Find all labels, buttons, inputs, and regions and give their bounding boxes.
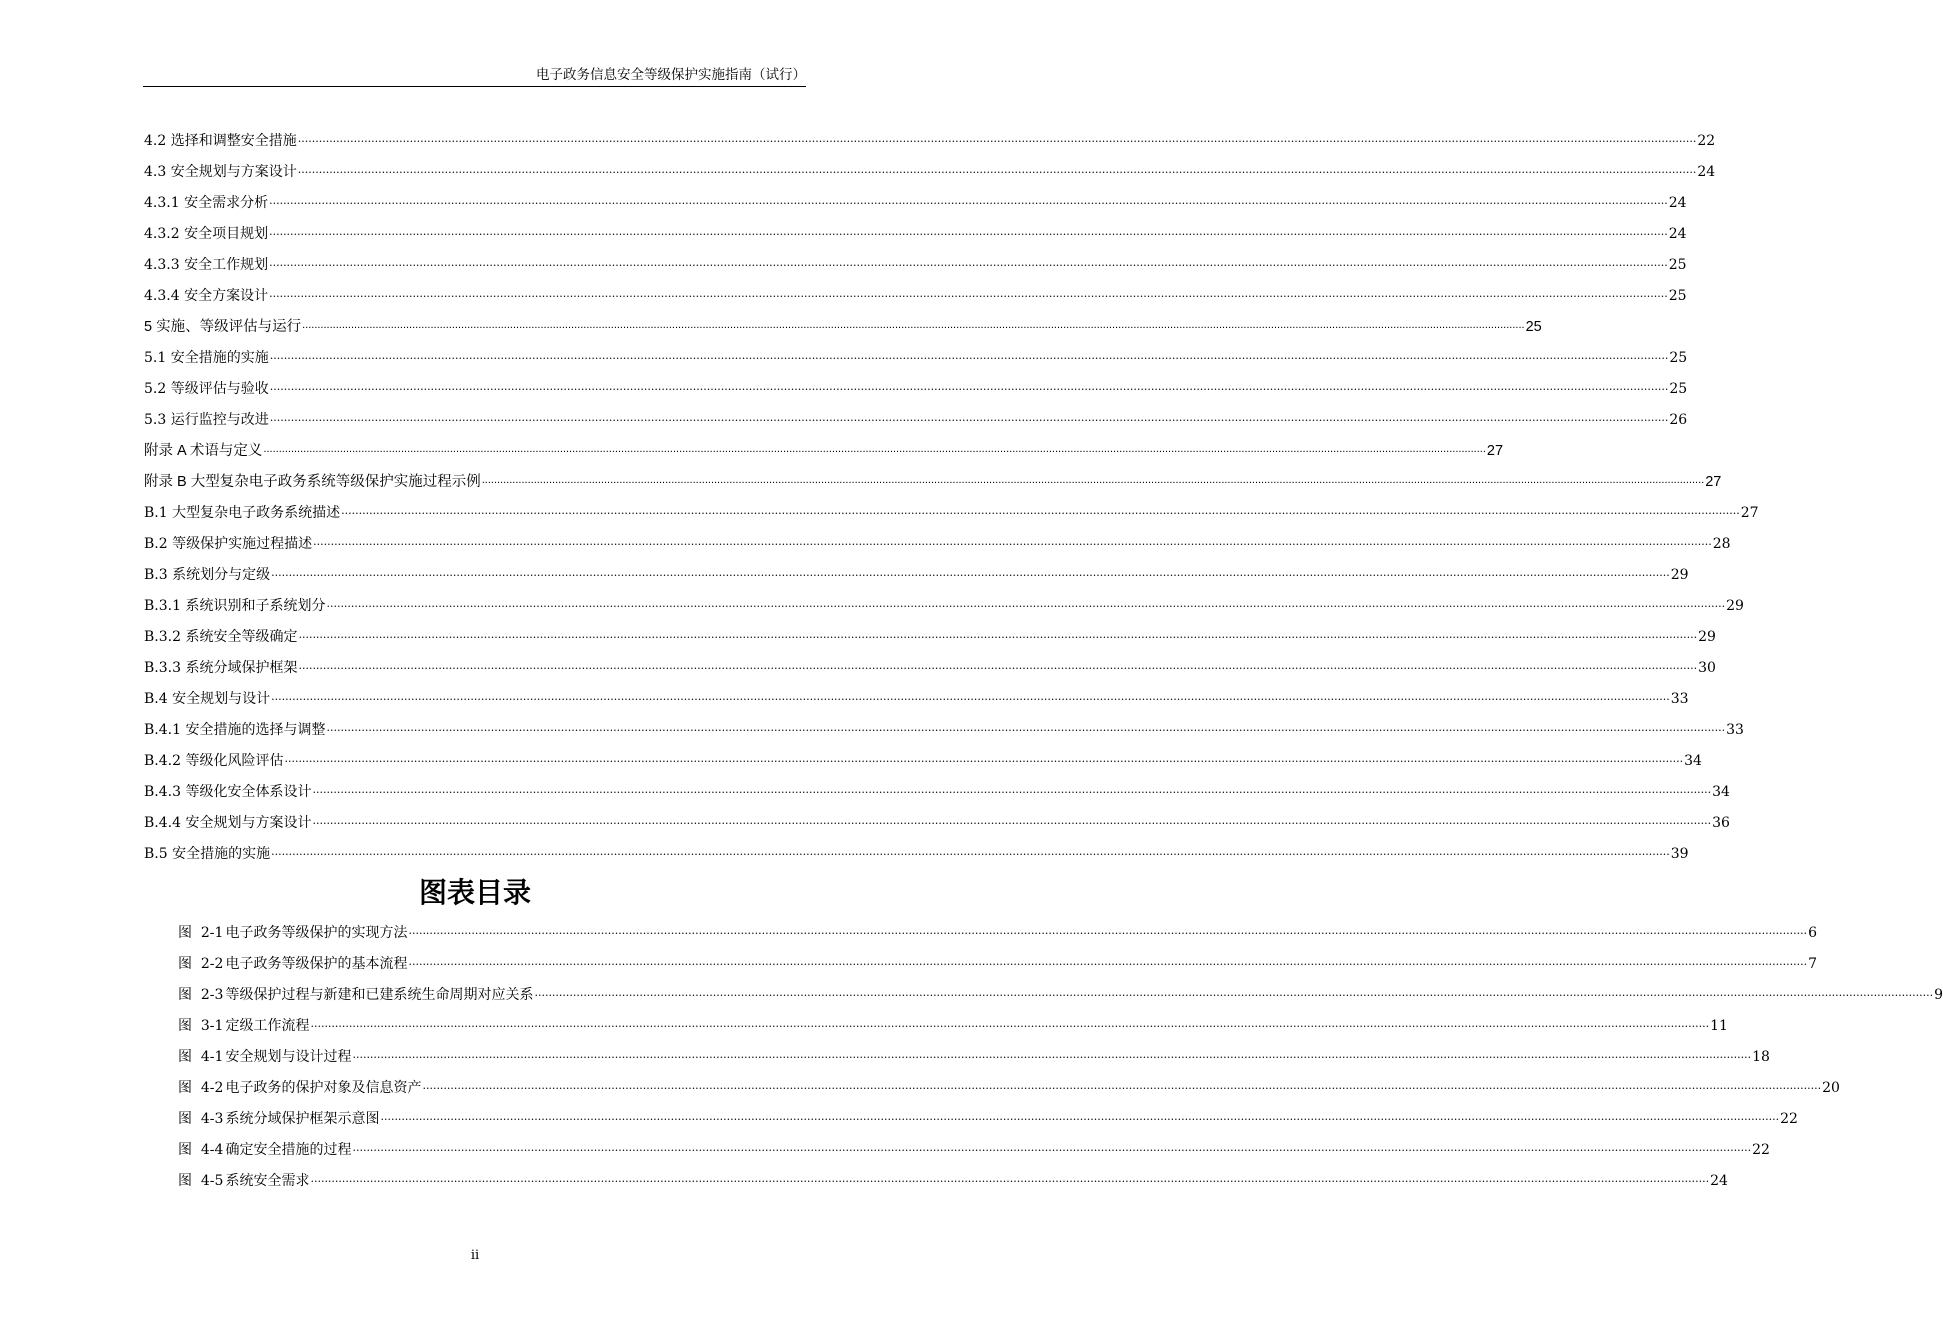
header-title: 电子政务信息安全等级保护实施指南（试行）: [536, 67, 806, 83]
toc-entry-page: 25: [1669, 350, 1688, 366]
toc-entry-title: 4.3.2 安全项目规划: [144, 226, 269, 242]
figure-entry[interactable]: [178, 1009, 1728, 1040]
toc-entry-title: 附录 B 大型复杂电子政务系统等级保护实施过程示例: [144, 474, 481, 490]
toc-entry[interactable]: [144, 217, 1687, 248]
page-number: ii: [470, 1248, 480, 1263]
toc-entry-title: B.3.3 系统分域保护框架: [144, 660, 298, 676]
toc-entry-title: B.2 等级保护实施过程描述: [144, 536, 313, 552]
toc-entry-title: B.5 安全措施的实施: [144, 846, 271, 862]
toc-entry-page: 27: [1705, 474, 1722, 490]
toc-entry-title: 5 实施、等级评估与运行: [144, 319, 302, 335]
figure-entry-title: 确定安全措施的过程: [225, 1142, 352, 1158]
dot-leader: ................................................................................................................................................................................................................................................................................................................................................................................................................: [302, 319, 1525, 331]
toc-entry[interactable]: [144, 837, 1689, 868]
figure-list: [178, 916, 1943, 1195]
figure-entry[interactable]: [178, 978, 1943, 1009]
figure-entry-label: 图 4-5: [178, 1173, 224, 1189]
toc-entry-title: 5.1 安全措施的实施: [144, 350, 269, 366]
toc-entry[interactable]: [144, 155, 1716, 186]
toc-entry-page: 24: [1668, 195, 1687, 211]
toc-entry-page: 27: [1486, 443, 1504, 459]
toc-entry[interactable]: [144, 713, 1744, 744]
toc-entry[interactable]: [144, 620, 1716, 651]
figure-entry-title: 安全规划与设计过程: [225, 1049, 352, 1065]
toc-entry-page: 34: [1684, 753, 1702, 769]
toc-entry-title: B.3 系统划分与定级: [144, 567, 271, 583]
toc-entry-title: 4.3.4 安全方案设计: [144, 288, 269, 304]
toc-entry[interactable]: [144, 806, 1730, 837]
toc-entry[interactable]: [144, 341, 1688, 372]
figure-entry-title: 系统安全需求: [225, 1173, 310, 1189]
dot-leader: ................................................................................................................................................................................................................................................................................................................................................................................................................: [341, 504, 1740, 517]
toc-entry[interactable]: [144, 558, 1689, 589]
toc-entry-title: 4.3 安全规划与方案设计: [144, 164, 297, 180]
dot-leader: ................................................................................................................................................................................................................................................................................................................................................................................................................: [326, 597, 1726, 610]
toc-entry-title: B.4 安全规划与设计: [144, 691, 271, 707]
toc-entry-title: 4.3.3 安全工作规划: [144, 257, 269, 273]
figure-entry-label: 图 2-2: [178, 956, 224, 972]
figure-entry[interactable]: [178, 916, 1818, 947]
toc-entry-page: 29: [1698, 629, 1716, 645]
toc-entry-page: 26: [1669, 412, 1688, 428]
dot-leader: ................................................................................................................................................................................................................................................................................................................................................................................................................: [408, 955, 1808, 968]
toc-entry-page: 34: [1712, 784, 1730, 800]
figure-entry-page: 22: [1752, 1142, 1770, 1158]
toc-entry-page: 29: [1670, 567, 1689, 583]
toc-entry[interactable]: [144, 403, 1688, 434]
toc-entry[interactable]: [144, 186, 1687, 217]
dot-leader: ................................................................................................................................................................................................................................................................................................................................................................................................................: [312, 783, 1712, 796]
toc-entry[interactable]: [144, 496, 1759, 527]
toc-entry[interactable]: [144, 434, 1504, 465]
figure-entry[interactable]: [178, 947, 1818, 978]
figure-entry-page: 18: [1752, 1049, 1770, 1065]
figure-entry-page: 24: [1710, 1173, 1728, 1189]
figure-entry-label: 图 4-3: [178, 1111, 224, 1127]
toc-entry[interactable]: [144, 682, 1689, 713]
dot-leader: ................................................................................................................................................................................................................................................................................................................................................................................................................: [310, 1017, 1710, 1030]
toc-entry-page: 39: [1670, 846, 1689, 862]
figure-entry-title: 电子政务等级保护的基本流程: [225, 956, 408, 972]
toc-entry[interactable]: [144, 527, 1731, 558]
toc-entry-title: B.3.2 系统安全等级确定: [144, 629, 298, 645]
dot-leader: ................................................................................................................................................................................................................................................................................................................................................................................................................: [380, 1110, 1780, 1123]
dot-leader: ................................................................................................................................................................................................................................................................................................................................................................................................................: [422, 1079, 1822, 1092]
dot-leader: ................................................................................................................................................................................................................................................................................................................................................................................................................: [269, 256, 1668, 269]
dot-leader: ................................................................................................................................................................................................................................................................................................................................................................................................................: [352, 1141, 1752, 1154]
figure-entry-page: 9: [1934, 987, 1943, 1003]
toc-entry-title: B.4.1 安全措施的选择与调整: [144, 722, 326, 738]
figure-entry-label: 图 4-2: [178, 1080, 224, 1096]
dot-leader: ................................................................................................................................................................................................................................................................................................................................................................................................................: [271, 566, 1670, 579]
table-of-contents: [144, 124, 1759, 868]
figure-entry-page: 11: [1710, 1018, 1728, 1034]
figure-entry-label: 图 2-1: [178, 925, 224, 941]
toc-entry-page: 25: [1668, 288, 1687, 304]
figure-entry-page: 6: [1808, 925, 1818, 941]
toc-entry[interactable]: [144, 279, 1687, 310]
figure-entry[interactable]: [178, 1164, 1728, 1195]
dot-leader: ................................................................................................................................................................................................................................................................................................................................................................................................................: [313, 535, 1712, 548]
toc-entry-title: B.4.3 等级化安全体系设计: [144, 784, 312, 800]
figure-entry-label: 图 3-1: [178, 1018, 224, 1034]
figure-entry-title: 等级保护过程与新建和已建系统生命周期对应关系: [225, 987, 534, 1003]
toc-entry-title: B.1 大型复杂电子政务系统描述: [144, 505, 341, 521]
toc-entry-page: 33: [1726, 722, 1744, 738]
figure-entry-page: 22: [1780, 1111, 1798, 1127]
dot-leader: ................................................................................................................................................................................................................................................................................................................................................................................................................: [284, 752, 1684, 765]
toc-entry-title: 4.2 选择和调整安全措施: [144, 133, 297, 149]
figure-entry-title: 电子政务等级保护的实现方法: [225, 925, 408, 941]
dot-leader: ................................................................................................................................................................................................................................................................................................................................................................................................................: [269, 411, 1669, 424]
toc-entry-title: 附录 A 术语与定义: [144, 443, 263, 459]
toc-entry[interactable]: [144, 124, 1716, 155]
toc-entry[interactable]: [144, 651, 1716, 682]
toc-entry-title: 4.3.1 安全需求分析: [144, 195, 269, 211]
figure-entry[interactable]: [178, 1133, 1770, 1164]
figure-entry-label: 图 2-3: [178, 987, 224, 1003]
dot-leader: ................................................................................................................................................................................................................................................................................................................................................................................................................: [263, 443, 1486, 455]
running-header: [143, 66, 806, 87]
dot-leader: ................................................................................................................................................................................................................................................................................................................................................................................................................: [298, 628, 1698, 641]
toc-entry[interactable]: [144, 465, 1722, 496]
toc-entry-title: B.4.4 安全规划与方案设计: [144, 815, 312, 831]
toc-entry-page: 33: [1670, 691, 1689, 707]
toc-entry-page: 36: [1712, 815, 1730, 831]
toc-entry-page: 25: [1669, 381, 1688, 397]
toc-entry-title: 5.3 运行监控与改进: [144, 412, 269, 428]
toc-entry-page: 30: [1698, 660, 1716, 676]
toc-entry-page: 29: [1726, 598, 1744, 614]
figure-entry-label: 图 4-1: [178, 1049, 224, 1065]
dot-leader: ................................................................................................................................................................................................................................................................................................................................................................................................................: [271, 690, 1670, 703]
toc-entry-page: 27: [1740, 505, 1759, 521]
dot-leader: ................................................................................................................................................................................................................................................................................................................................................................................................................: [326, 721, 1726, 734]
toc-entry-page: 24: [1697, 164, 1716, 180]
figure-entry[interactable]: [178, 1040, 1770, 1071]
figure-entry-page: 20: [1822, 1080, 1840, 1096]
toc-entry-title: 5.2 等级评估与验收: [144, 381, 269, 397]
dot-leader: ................................................................................................................................................................................................................................................................................................................................................................................................................: [297, 163, 1697, 176]
dot-leader: ................................................................................................................................................................................................................................................................................................................................................................................................................: [297, 132, 1697, 145]
figures-heading: 图表目录: [418, 876, 531, 909]
figure-entry-label: 图 4-4: [178, 1142, 224, 1158]
toc-entry-title: B.3.1 系统识别和子系统划分: [144, 598, 326, 614]
toc-entry[interactable]: [144, 775, 1730, 806]
dot-leader: ................................................................................................................................................................................................................................................................................................................................................................................................................: [312, 814, 1712, 827]
toc-entry[interactable]: [144, 248, 1687, 279]
toc-entry[interactable]: [144, 372, 1688, 403]
figure-entry[interactable]: [178, 1071, 1840, 1102]
toc-entry-page: 24: [1668, 226, 1687, 242]
toc-entry-title: B.4.2 等级化风险评估: [144, 753, 284, 769]
toc-entry-page: 25: [1525, 319, 1542, 335]
toc-entry[interactable]: [144, 310, 1542, 341]
dot-leader: ................................................................................................................................................................................................................................................................................................................................................................................................................: [269, 287, 1668, 300]
dot-leader: ................................................................................................................................................................................................................................................................................................................................................................................................................: [310, 1172, 1710, 1185]
dot-leader: ................................................................................................................................................................................................................................................................................................................................................................................................................: [269, 225, 1668, 238]
toc-entry[interactable]: [144, 744, 1702, 775]
dot-leader: ................................................................................................................................................................................................................................................................................................................................................................................................................: [534, 986, 1934, 999]
figure-entry-title: 电子政务的保护对象及信息资产: [225, 1080, 422, 1096]
figure-entry[interactable]: [178, 1102, 1798, 1133]
dot-leader: ................................................................................................................................................................................................................................................................................................................................................................................................................: [269, 349, 1669, 362]
dot-leader: ................................................................................................................................................................................................................................................................................................................................................................................................................: [298, 659, 1698, 672]
dot-leader: ................................................................................................................................................................................................................................................................................................................................................................................................................: [352, 1048, 1752, 1061]
figure-entry-title: 定级工作流程: [225, 1018, 310, 1034]
toc-entry-page: 25: [1668, 257, 1687, 273]
figure-entry-page: 7: [1808, 956, 1818, 972]
toc-entry-page: 22: [1697, 133, 1716, 149]
dot-leader: ................................................................................................................................................................................................................................................................................................................................................................................................................: [269, 380, 1669, 393]
dot-leader: ................................................................................................................................................................................................................................................................................................................................................................................................................: [271, 845, 1670, 858]
toc-entry[interactable]: [144, 589, 1744, 620]
dot-leader: ................................................................................................................................................................................................................................................................................................................................................................................................................: [269, 194, 1668, 207]
dot-leader: ................................................................................................................................................................................................................................................................................................................................................................................................................: [481, 474, 1705, 486]
figure-entry-title: 系统分域保护框架示意图: [225, 1111, 380, 1127]
dot-leader: ................................................................................................................................................................................................................................................................................................................................................................................................................: [408, 924, 1808, 937]
toc-entry-page: 28: [1712, 536, 1731, 552]
